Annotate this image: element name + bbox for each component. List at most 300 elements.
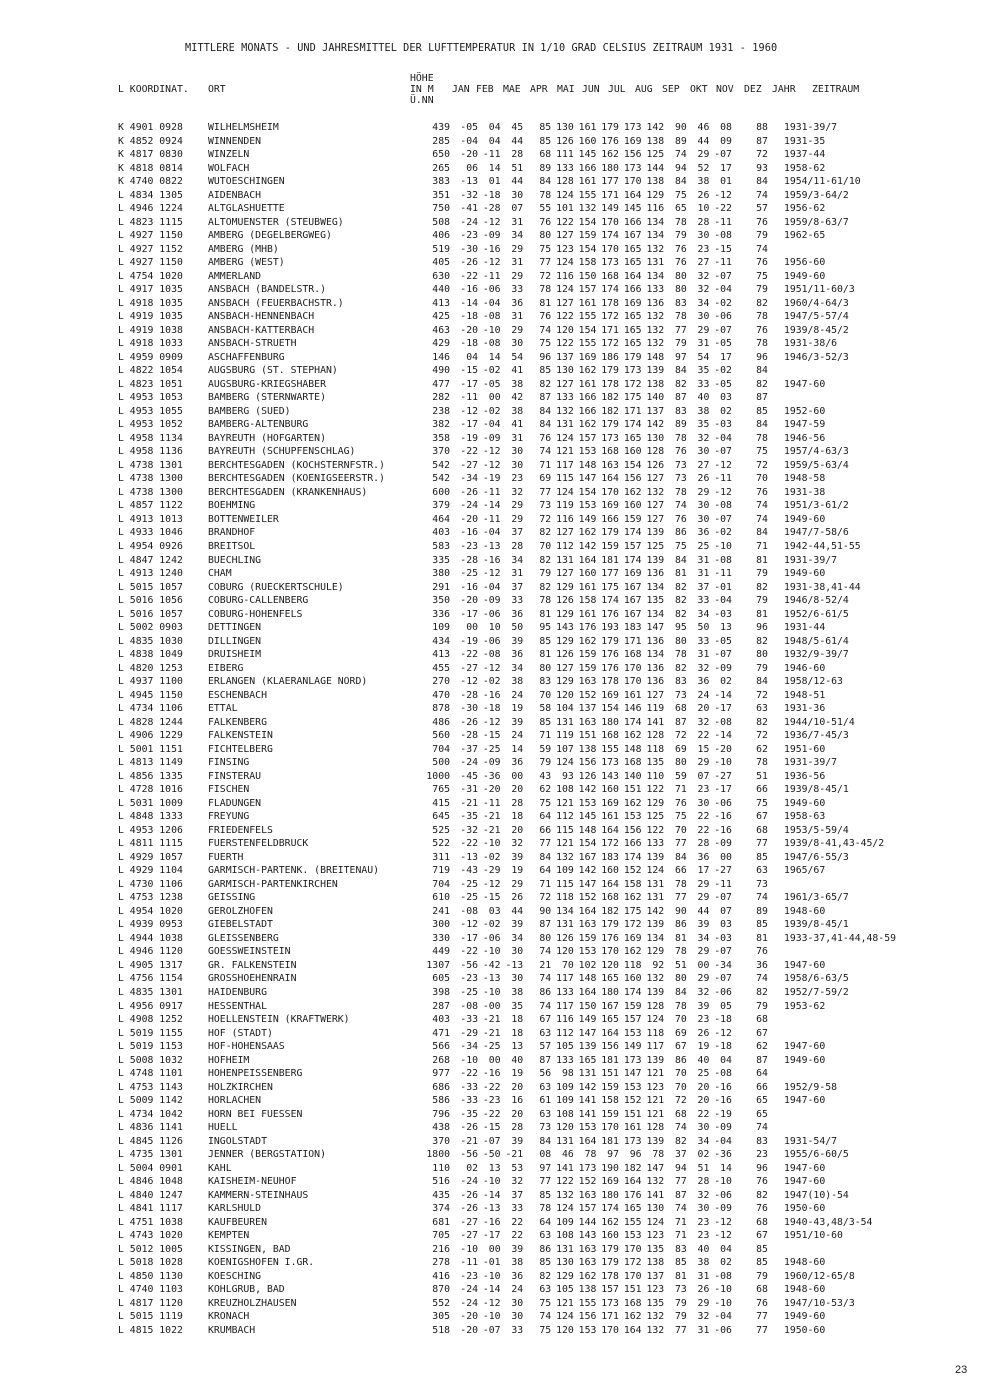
cell-ort: HOELLENSTEIN (KRAFTWERK) [208,1014,350,1026]
cell-month: 38 [697,176,710,188]
cell-month: 39 [511,716,524,728]
table-row [118,1027,934,1041]
cell-hoehe: 336 [432,608,450,620]
cell-jahr: 84 [756,176,768,188]
cell-month: 160 [601,784,619,796]
cell-month: 164 [578,1135,597,1147]
cell-month: 121 [556,797,574,809]
cell-jahr: 79 [756,230,768,242]
cell-jahr: 82 [756,378,768,390]
cell-month: 27 [697,459,710,471]
cell-month: 94 [674,162,687,174]
cell-jahr: 76 [756,324,768,336]
table-row [118,945,934,959]
cell-month: 73 [674,473,687,485]
cell-month: 147 [578,878,597,890]
cell-month: 165 [601,1014,619,1026]
cell-month: -08 [460,905,478,917]
cell-coordinate: L 4954 0926 [118,540,183,552]
cell-month: 121 [646,1068,665,1080]
cell-month: 83 [674,405,687,417]
cell-month: 129 [646,797,665,809]
cell-month: 170 [601,216,619,228]
cell-month: 78 [539,284,552,296]
cell-month: -16 [482,1216,501,1228]
cell-zeitraum: 1947/5-57/4 [783,311,849,323]
table-row [118,189,934,203]
cell-month: -12 [482,878,501,890]
cell-jahr: 82 [756,987,768,998]
cell-jahr: 68 [756,1216,768,1228]
cell-coordinate: L 4740 1103 [118,1284,183,1296]
cell-month: 03 [720,919,732,931]
cell-month: 162 [623,892,642,904]
cell-month: 121 [556,838,574,850]
cell-zeitraum: 1931-36 [783,703,826,715]
cell-month: -09 [482,230,501,242]
cell-month: 77 [539,257,552,269]
cell-month: 132 [646,311,665,323]
cell-jahr: 72 [756,689,768,701]
cell-month: 66 [539,824,552,836]
cell-month: -16 [482,554,501,566]
cell-hoehe: 335 [432,554,450,566]
cell-month: 77 [674,892,687,904]
cell-jahr: 79 [756,662,768,674]
cell-month: 23 [511,473,524,485]
cell-month: 02 [720,405,732,417]
cell-month: 162 [623,797,642,809]
cell-month: 124 [556,257,574,269]
cell-jahr: 23 [756,1149,768,1161]
cell-month: -12 [460,676,478,688]
cell-month: -11 [714,216,732,228]
cell-month: 79 [674,1311,687,1323]
cell-ort: GROSSHOEHENRAIN [208,973,297,985]
cell-month: 155 [578,338,597,350]
cell-month: 101 [556,203,574,215]
cell-month: 163 [578,919,597,931]
cell-coordinate: L 4917 1035 [118,284,183,296]
cell-month: 32 [511,1176,524,1188]
cell-month: 31 [511,568,524,580]
cell-jahr: 72 [756,459,768,471]
header-month: AUG [635,84,653,95]
cell-month: 170 [601,243,619,255]
table-row [118,1243,934,1257]
cell-hoehe: 398 [432,987,450,998]
cell-month: 44 [511,176,524,188]
cell-coordinate: K 4817 0830 [118,149,183,161]
cell-month: 173 [601,257,619,269]
table-row [118,405,934,419]
cell-month: -16 [714,824,732,836]
cell-month: -17 [714,784,732,796]
cell-month: -13 [460,176,478,188]
table-row [118,324,934,338]
table-row [118,1135,934,1149]
cell-month: -07 [714,513,732,525]
cell-month: 07 [697,770,710,782]
cell-month: 154 [601,703,619,715]
cell-month: 05 [720,1000,732,1012]
cell-month: 163 [578,1243,597,1255]
cell-month: 70 [539,540,552,552]
cell-month: 138 [646,378,665,390]
cell-month: -12 [714,1230,732,1242]
table-row [118,1189,934,1203]
cell-month: 93 [561,770,574,782]
cell-month: 173 [623,122,642,133]
cell-month: 79 [539,568,552,580]
cell-month: -04 [714,1135,732,1147]
cell-month: 171 [601,189,619,201]
header-month: JUL [608,84,626,95]
table-row [118,932,934,946]
cell-jahr: 84 [756,676,768,688]
cell-month: 139 [646,919,665,931]
cell-month: 176 [601,135,619,147]
cell-month: -13 [505,959,524,971]
cell-month: 85 [539,1257,552,1269]
table-row [118,175,934,189]
cell-month: 172 [623,378,642,390]
cell-month: 126 [556,595,574,607]
cell-month: 85 [539,135,552,147]
cell-month: 00 [488,1054,501,1066]
cell-month: 124 [556,432,574,444]
cell-month: 78 [674,216,687,228]
cell-coordinate: L 4738 1301 [118,459,183,471]
cell-hoehe: 374 [432,1203,450,1215]
cell-jahr: 82 [756,635,768,647]
cell-month: -10 [482,1311,501,1323]
cell-month: 85 [539,635,552,647]
cell-month: 162 [578,365,597,377]
table-row [118,824,934,838]
cell-month: 117 [646,1041,665,1053]
cell-ort: HOF (STADT) [208,1027,273,1039]
cell-month: 27 [697,257,710,269]
cell-coordinate: L 5008 1032 [118,1054,183,1066]
cell-hoehe: 370 [432,1135,450,1147]
cell-month: 141 [578,1095,597,1107]
cell-month: 144 [646,162,665,174]
cell-zeitraum: 1931-39/7 [783,757,838,769]
cell-month: 164 [623,1176,642,1188]
cell-month: -07 [714,649,732,661]
cell-coordinate: L 4953 1053 [118,392,183,404]
cell-jahr: 76 [756,946,768,958]
cell-jahr: 75 [756,797,768,809]
cell-month: 170 [601,1324,619,1336]
cell-month: 126 [556,135,574,147]
cell-coordinate: L 4748 1101 [118,1068,183,1080]
cell-month: 127 [646,513,665,525]
cell-month: 19 [511,1068,524,1080]
cell-month: 148 [578,973,597,985]
cell-month: 82 [539,554,552,566]
cell-ort: AMBERG (DEGELBERGWEG) [208,230,332,242]
cell-month: 34 [697,1135,710,1147]
cell-month: -20 [460,595,478,607]
table-row [118,1148,934,1162]
cell-month: 154 [623,459,642,471]
cell-month: 29 [511,270,524,282]
cell-month: 15 [697,743,710,755]
header-month: MAE [503,84,521,95]
cell-month: 79 [674,338,687,350]
cell-month: 63 [539,1027,552,1039]
cell-coordinate: L 4944 1038 [118,932,183,944]
cell-month: 29 [697,486,710,498]
table-row [118,783,934,797]
cell-month: -08 [714,716,732,728]
cell-month: 121 [646,1095,665,1107]
cell-zeitraum: 1948-51 [783,689,826,701]
cell-month: -34 [714,959,732,971]
cell-month: 90 [674,122,687,133]
cell-month: 87 [539,919,552,931]
table-row [118,351,934,365]
cell-coordinate: L 4735 1301 [118,1149,183,1161]
cell-month: 151 [623,784,642,796]
cell-month: 87 [539,1054,552,1066]
table-row [118,1175,934,1189]
cell-month: 165 [623,338,642,350]
cell-ort: GEROLZHOFEN [208,905,273,917]
cell-month: 168 [623,757,642,769]
cell-coordinate: L 4919 1035 [118,311,183,323]
cell-month: -04 [714,1311,732,1323]
cell-jahr: 87 [756,135,768,147]
cell-month: 175 [623,392,642,404]
cell-month: 139 [646,527,665,539]
cell-month: 169 [623,135,642,147]
cell-hoehe: 650 [432,149,450,161]
cell-coordinate: K 4740 0822 [118,176,183,188]
cell-month: 24 [511,689,524,701]
cell-zeitraum: 1947-60 [783,1095,826,1107]
cell-jahr: 62 [756,743,768,755]
cell-month: 38 [511,1257,524,1269]
cell-month: 26 [697,1284,710,1296]
cell-month: 139 [646,554,665,566]
header-zeitraum: ZEITRAUM [812,84,860,95]
cell-month: 137 [646,1270,665,1282]
cell-hoehe: 415 [432,797,450,809]
cell-month: 72 [674,730,687,742]
cell-month: 132 [646,338,665,350]
cell-zeitraum: 1947-60 [783,959,826,971]
cell-ort: FLADUNGEN [208,797,262,809]
cell-month: 131 [556,419,574,431]
cell-month: 109 [556,1095,574,1107]
cell-month: 38 [697,1257,710,1269]
cell-month: 118 [646,1027,665,1039]
cell-month: 78 [539,595,552,607]
cell-month: -33 [460,1014,478,1026]
cell-month: 81 [539,608,552,620]
cell-month: -22 [460,270,478,282]
cell-month: 22 [697,730,710,742]
table-row [118,1324,934,1338]
cell-zeitraum: 1936/7-45/3 [783,730,849,742]
cell-month: -02 [482,851,501,863]
cell-month: 141 [578,1108,597,1120]
cell-month: 32 [697,662,710,674]
cell-ort: ANSBACH-STRUETH [208,338,297,350]
cell-month: -26 [460,257,478,269]
cell-zeitraum: 1931-39/7 [783,554,838,566]
cell-month: 141 [646,1189,665,1201]
cell-month: 180 [601,162,619,174]
cell-month: 161 [623,1122,642,1134]
cell-month: 151 [623,1284,642,1296]
cell-hoehe: 464 [432,513,450,525]
cell-month: 129 [556,635,574,647]
cell-month: 14 [720,1162,732,1174]
cell-month: 162 [578,527,597,539]
cell-month: 64 [539,811,552,823]
cell-month: -12 [482,716,501,728]
cell-ort: FUERSTENFELDBRUCK [208,838,309,850]
cell-month: -06 [482,635,501,647]
cell-month: 165 [623,243,642,255]
cell-month: 29 [511,500,524,512]
cell-month: 72 [674,1095,687,1107]
cell-month: 30 [511,1311,524,1323]
cell-month: 59 [674,770,687,782]
cell-month: -21 [505,1149,524,1161]
cell-month: 164 [601,878,619,890]
cell-month: 109 [556,1081,574,1093]
cell-month: 82 [674,595,687,607]
cell-month: 81 [674,1270,687,1282]
table-row [118,283,934,297]
cell-month: -06 [482,284,501,296]
cell-month: 76 [674,513,687,525]
table-row [118,702,934,716]
cell-month: 97 [607,1149,619,1161]
cell-coordinate: L 4823 1115 [118,216,183,228]
cell-month: 156 [623,149,642,161]
cell-month: -03 [714,932,732,944]
cell-month: 167 [623,608,642,620]
cell-month: 124 [646,865,665,877]
cell-hoehe: 522 [432,838,450,850]
cell-month: 178 [601,1270,619,1282]
cell-month: 31 [697,1324,710,1336]
cell-ort: INGOLSTADT [208,1135,267,1147]
cell-month: -08 [482,649,501,661]
cell-month: 179 [601,1257,619,1269]
cell-month: -08 [482,338,501,350]
cell-ort: JENNER (BERGSTATION) [208,1149,326,1161]
cell-month: 28 [697,838,710,850]
cell-hoehe: 765 [432,784,450,796]
cell-hoehe: 490 [432,365,450,377]
table-row [118,1054,934,1068]
cell-month: 39 [697,919,710,931]
cell-month: 69 [539,473,552,485]
cell-month: 162 [578,1270,597,1282]
cell-month: 04 [488,122,501,133]
table-row [118,1283,934,1297]
cell-coordinate: L 5009 1142 [118,1095,183,1107]
cell-month: 134 [646,932,665,944]
document-title: MITTLERE MONATS - UND JAHRESMITTEL DER LUFTTEMPERATUR IN 1/10 GRAD CELSIUS ZEITRAUM 1931 - 1960 [185,43,778,54]
cell-month: 28 [697,1176,710,1188]
cell-coordinate: L 4937 1100 [118,676,183,688]
cell-coordinate: L 5016 1057 [118,608,183,620]
cell-month: 82 [539,581,552,593]
cell-jahr: 79 [756,595,768,607]
cell-month: 174 [623,419,642,431]
table-row [118,959,934,973]
cell-month: 61 [539,1095,552,1107]
cell-month: 160 [601,1230,619,1242]
cell-ort: FALKENSTEIN [208,730,273,742]
cell-month: -06 [714,987,732,998]
cell-month: -17 [460,608,478,620]
cell-ort: AIDENBACH [208,189,262,201]
cell-month: -14 [714,730,732,742]
cell-hoehe: 552 [432,1297,450,1309]
cell-ort: ALTOMUENSTER (STEUBWEG) [208,216,344,228]
cell-month: 169 [601,1176,619,1188]
cell-month: 120 [556,324,574,336]
cell-month: 20 [511,1108,524,1120]
cell-month: 33 [511,595,524,607]
cell-month: 35 [697,365,710,377]
cell-ort: ERLANGEN (KLAERANLAGE NORD) [208,676,368,688]
cell-hoehe: 300 [432,919,450,931]
cell-ort: BOTTENWEILER [208,513,279,525]
table-row [118,1229,934,1243]
cell-hoehe: 566 [432,1041,450,1053]
cell-month: 76 [539,311,552,323]
cell-month: 138 [578,1284,597,1296]
cell-month: 86 [674,1054,687,1066]
cell-month: 26 [697,189,710,201]
table-row [118,513,934,527]
cell-coordinate: L 4754 1020 [118,270,183,282]
cell-coordinate: L 4905 1317 [118,959,183,971]
cell-month: 36 [697,527,710,539]
cell-jahr: 87 [756,392,768,404]
cell-coordinate: L 4908 1252 [118,1014,183,1026]
cell-hoehe: 413 [432,649,450,661]
cell-hoehe: 403 [432,527,450,539]
cell-month: 124 [556,757,574,769]
cell-coordinate: L 4820 1253 [118,662,183,674]
cell-month: 168 [623,1297,642,1309]
cell-month: 30 [511,189,524,201]
cell-jahr: 64 [756,1068,768,1080]
cell-month: 138 [646,1257,665,1269]
cell-month: -21 [482,824,501,836]
cell-month: 17 [697,865,710,877]
cell-month: 153 [623,1081,642,1093]
cell-month: -01 [482,1257,501,1269]
cell-month: 157 [623,540,642,552]
cell-month: 95 [539,622,552,634]
cell-month: 98 [561,1068,574,1080]
cell-month: -02 [482,365,501,377]
cell-month: 32 [697,270,710,282]
cell-zeitraum: 1931-38 [783,486,826,498]
